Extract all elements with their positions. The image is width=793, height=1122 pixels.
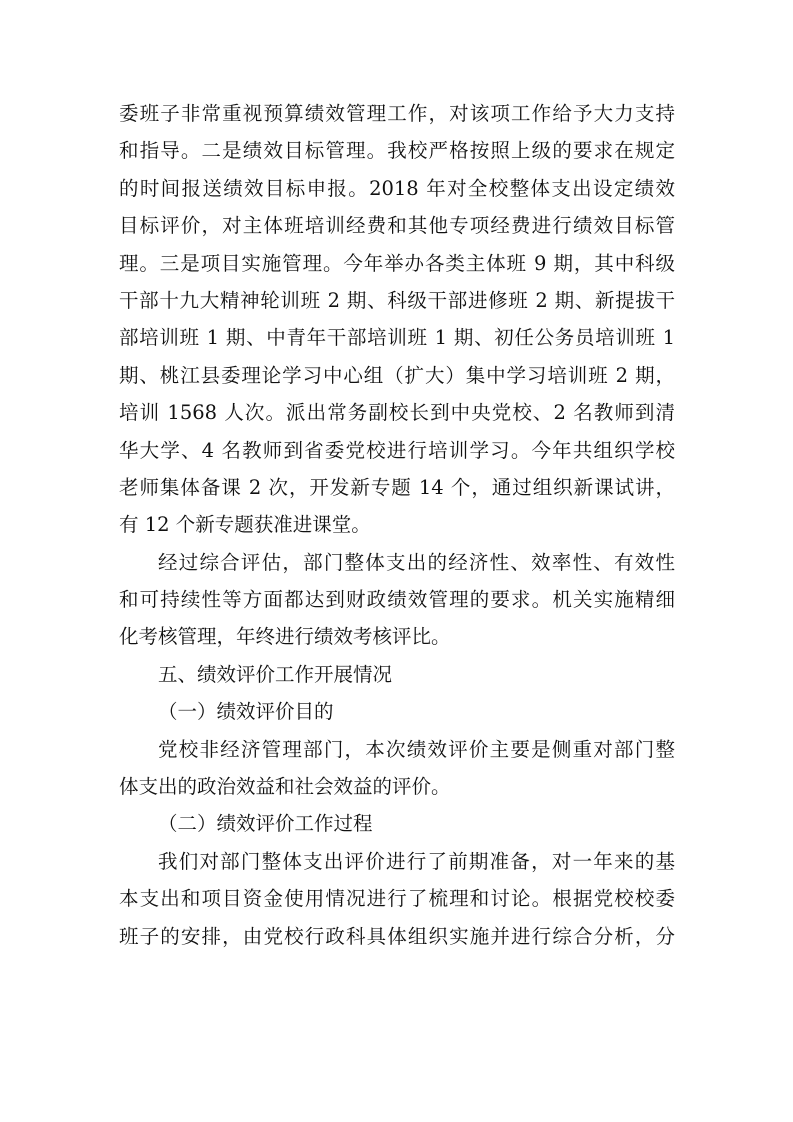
subsection-heading: （一）绩效评价目的 [158, 700, 334, 724]
text-line: 我们对部门整体支出评价进行了前期准备，对一年来的基 [158, 849, 675, 873]
text-line: 理。三是项目实施管理。今年举办各类主体班 9 期，其中科级 [119, 251, 675, 275]
paragraph-evaluation-process [119, 843, 675, 955]
text-line: 部培训班 1 期、中青年干部培训班 1 期、初任公务员培训班 1 [119, 326, 675, 350]
text-line: 和可持续性等方面都达到财政绩效管理的要求。机关实施精细 [119, 588, 675, 612]
text-line: 干部十九大精神轮训班 2 期、科级干部进修班 2 期、新提拔干 [119, 288, 675, 312]
text-line: 体支出的政治效益和社会效益的评价。 [119, 775, 451, 799]
text-line: 和指导。二是绩效目标管理。我校严格按照上级的要求在规定 [119, 139, 675, 163]
paragraph-performance-management [119, 95, 675, 544]
text-line: 有 12 个新专题获准进课堂。 [119, 513, 371, 537]
section-heading: 五、绩效评价工作开展情况 [158, 662, 393, 686]
text-line: 本支出和项目资金使用情况进行了梳理和讨论。根据党校校委 [119, 887, 675, 911]
document-body [119, 95, 675, 955]
text-line: 期、桃江县委理论学习中心组（扩大）集中学习培训班 2 期， [119, 363, 675, 387]
text-line: 老师集体备课 2 次，开发新专题 14 个，通过组织新课试讲， [119, 475, 675, 499]
text-line: 目标评价，对主体班培训经费和其他专项经费进行绩效目标管 [119, 214, 675, 238]
paragraph-evaluation-summary [119, 544, 675, 656]
text-line: 经过综合评估，部门整体支出的经济性、效率性、有效性 [158, 550, 675, 574]
text-line: 华大学、4 名教师到省委党校进行培训学习。今年共组织学校 [119, 438, 675, 462]
paragraph-evaluation-purpose [119, 731, 675, 806]
subsection-heading: （二）绩效评价工作过程 [158, 812, 373, 836]
text-line: 班子的安排，由党校行政科具体组织实施并进行综合分析，分 [119, 924, 675, 948]
text-line: 的时间报送绩效目标申报。2018 年对全校整体支出设定绩效 [119, 176, 675, 200]
text-line: 化考核管理，年终进行绩效考核评比。 [119, 625, 451, 649]
text-line: 委班子非常重视预算绩效管理工作，对该项工作给予大力支持 [119, 102, 675, 125]
text-line: 培训 1568 人次。派出常务副校长到中央党校、2 名教师到清 [119, 401, 675, 425]
text-line: 党校非经济管理部门，本次绩效评价主要是侧重对部门整 [158, 737, 675, 761]
